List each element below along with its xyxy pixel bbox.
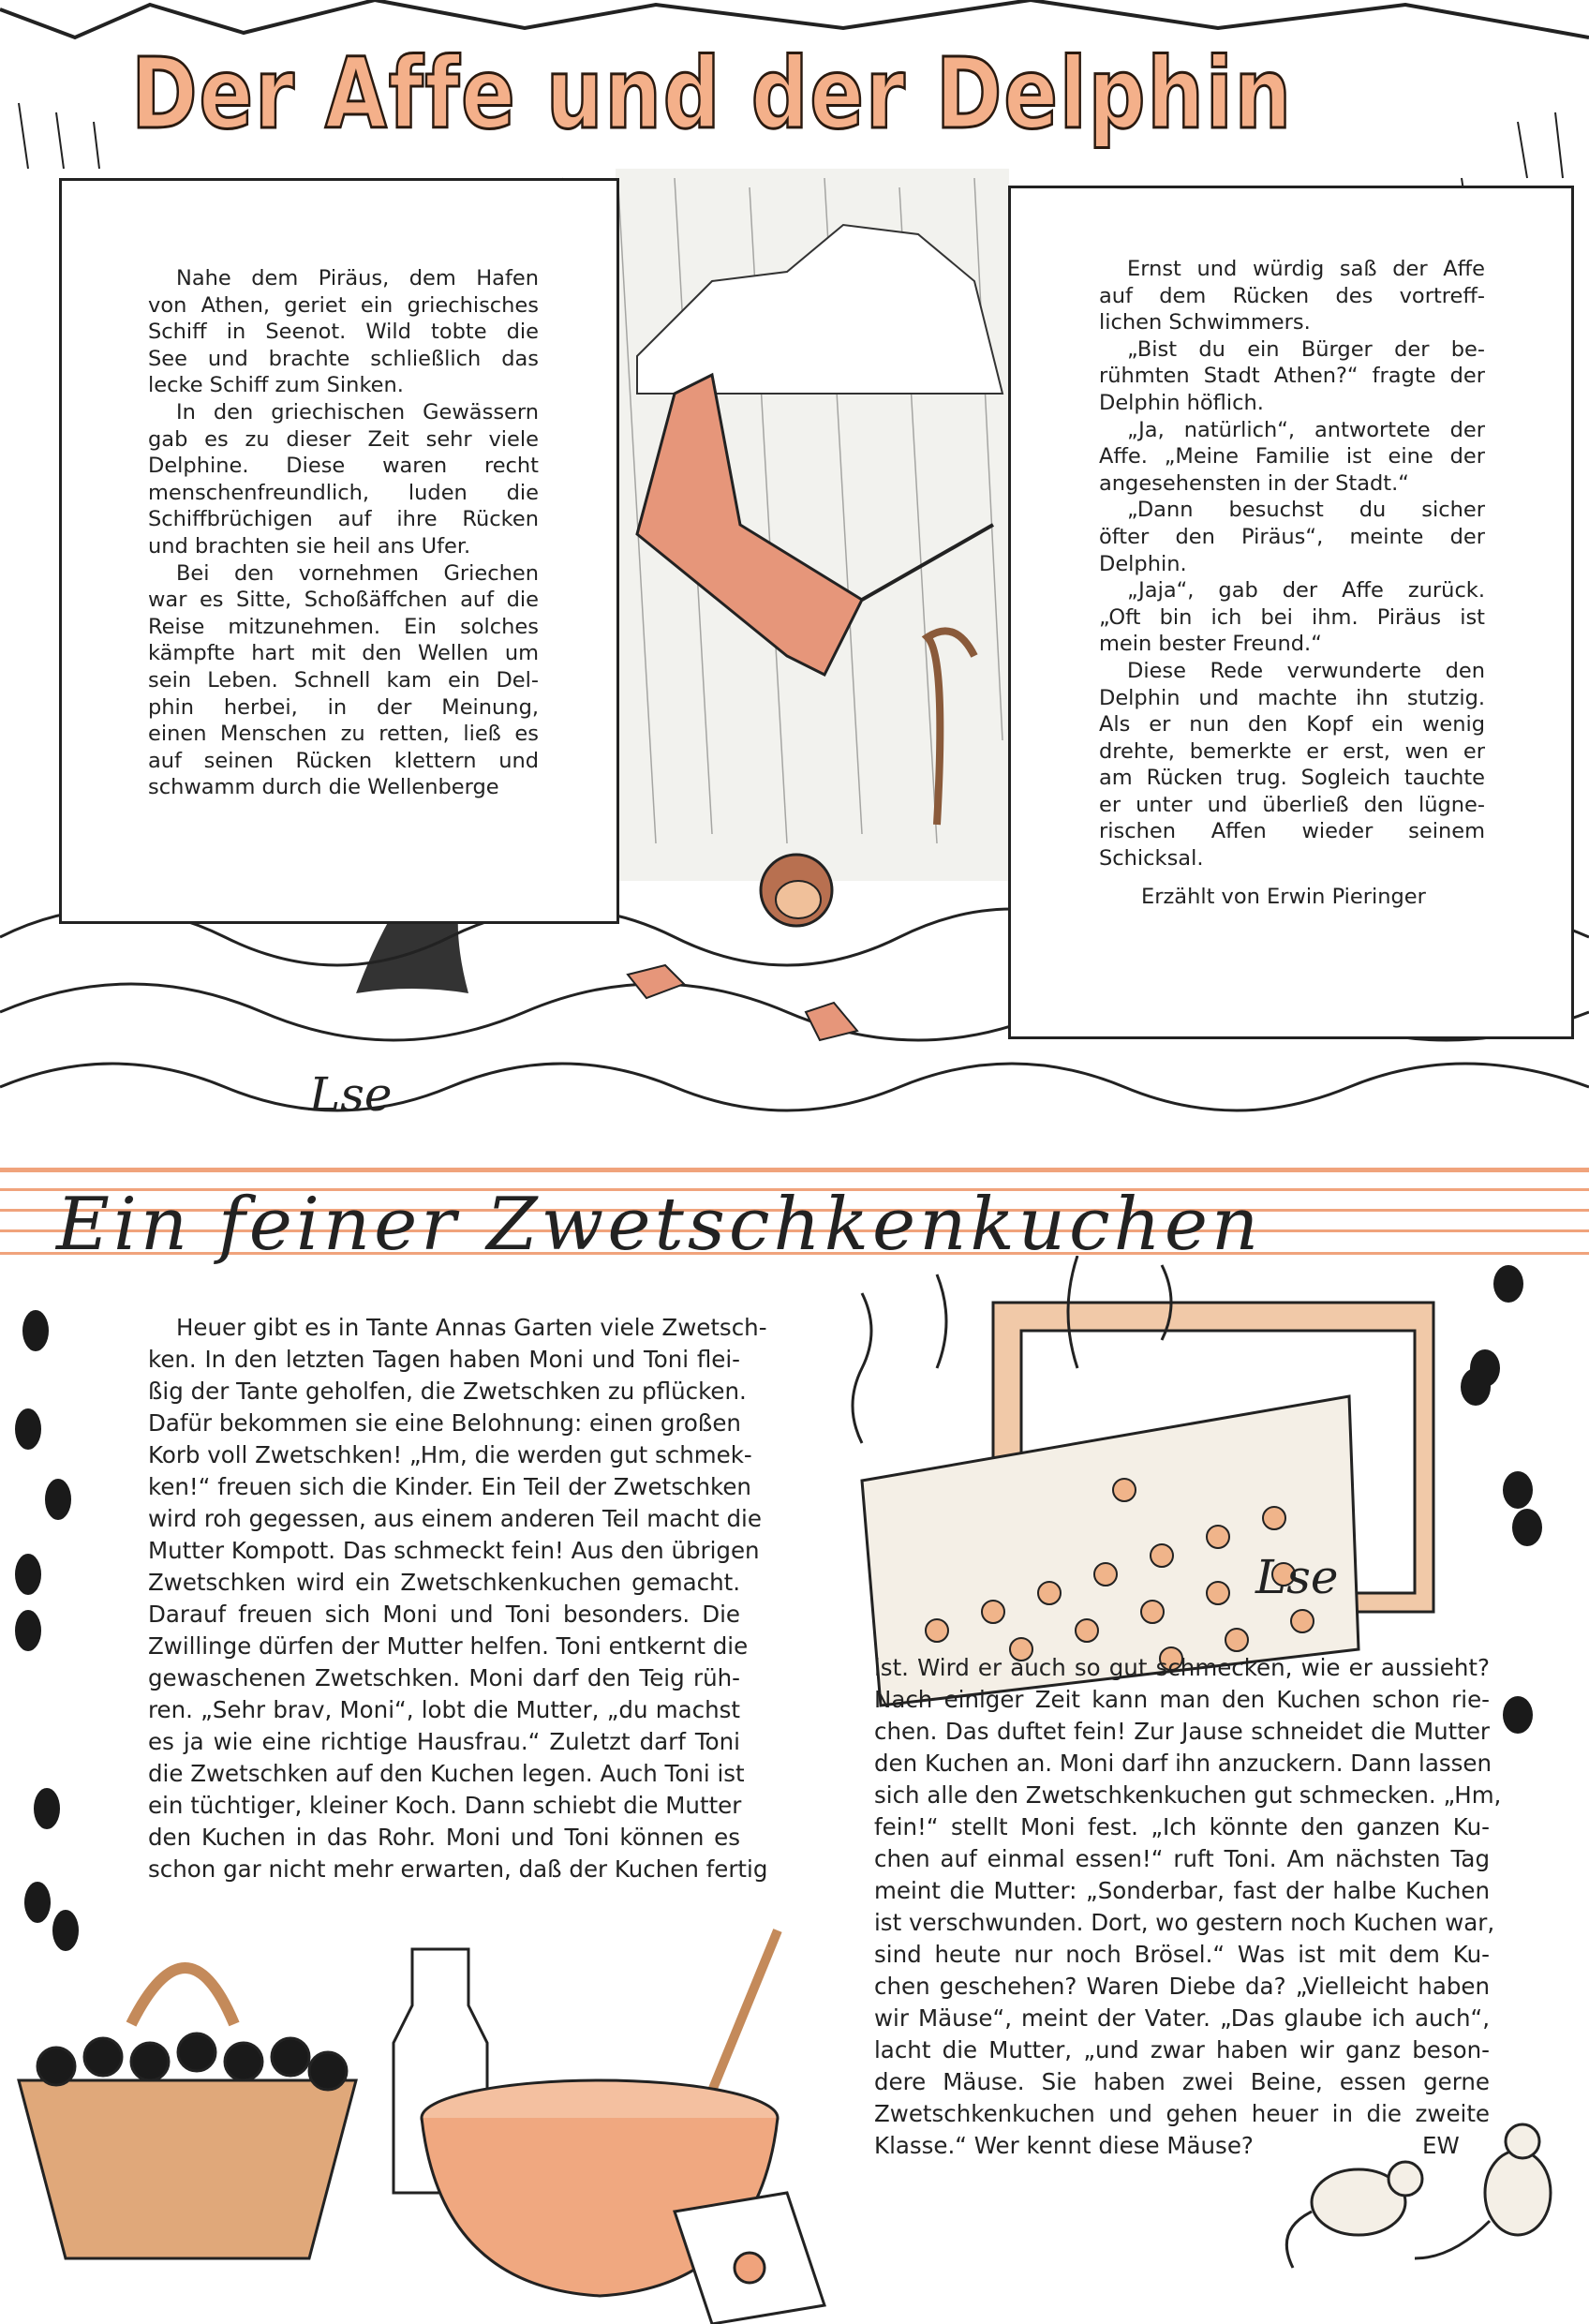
text-line: auf seinen Rücken klettern und — [148, 748, 539, 773]
text-line: chen geschehen? Waren Diebe da? „Vielleicht haben — [874, 1973, 1490, 2000]
text-line: „Jaja“, gab der Affe zurück. — [1127, 578, 1485, 603]
text-line: Delphin höflich. — [1099, 390, 1264, 415]
text-line: „Dann besuchst du sicher — [1127, 498, 1485, 523]
text-line: Zwetschken wird ein Zwetschkenkuchen gemacht. — [148, 1569, 740, 1596]
text-line: meint die Mutter: „Sonderbar, fast der halbe Kuchen — [874, 1877, 1490, 1904]
text-line: schwamm durch die Wellenberge — [148, 775, 499, 800]
story2-title: Ein feiner Zwetschkenkuchen — [56, 1183, 1263, 1267]
text-line: Zwetschkenkuchen und gehen heuer in die zweite — [874, 2100, 1490, 2127]
story1-left-column — [148, 265, 539, 801]
text-line: kämpfte hart mit den Wellen um — [148, 641, 539, 666]
artist-monogram: Lse — [309, 1067, 393, 1122]
text-line: es ja wie eine richtige Hausfrau.“ Zuletzt darf Toni — [148, 1728, 740, 1755]
story1-right-column — [1099, 256, 1485, 872]
plum-basket — [19, 1968, 356, 2258]
text-line: Bei den vornehmen Griechen — [176, 560, 539, 586]
text-line: Korb voll Zwetschken! „Hm, die werden gut schmek- — [148, 1441, 752, 1468]
text-line: mein bester Freund.“ — [1099, 632, 1322, 657]
text-line: fein!“ stellt Moni fest. „Ich könnte den ganzen Ku- — [874, 1813, 1490, 1840]
text-line: Heuer gibt es in Tante Annas Garten viele Zwetsch- — [176, 1314, 767, 1341]
text-line: angesehensten in der Stadt.“ — [1099, 470, 1409, 496]
text-line: dere Mäuse. Sie haben zwei Beine, essen gerne — [874, 2068, 1490, 2095]
divider-stripe — [0, 1168, 1589, 1172]
story2-left-column — [148, 1312, 768, 1885]
story2-signature: EW — [1422, 2132, 1460, 2159]
artist-monogram: Lse — [1255, 1550, 1339, 1604]
text-line: See und brachte schließlich das — [148, 346, 539, 371]
text-line: sind heute nur noch Brösel.“ Was ist mit dem Ku- — [874, 1941, 1490, 1968]
text-line: war es Sitte, Schoßäffchen auf die — [148, 588, 539, 613]
text-line: öfter den Piräus“, meinte der — [1099, 524, 1485, 549]
text-line: Nahe dem Piräus, dem Hafen — [176, 266, 539, 290]
text-line: den Kuchen an. Moni darf ihn anzuckern. Dann lassen — [874, 1750, 1492, 1777]
text-line: phin herbei, in der Meinung, — [148, 694, 539, 720]
monkey-face — [776, 881, 821, 918]
text-line: ein tüchtiger, kleiner Koch. Dann schiebt die Mutter — [148, 1792, 742, 1819]
story1-title: Der Affe und der Delphin — [131, 37, 1293, 151]
text-line: Ernst und würdig saß der Affe — [1127, 257, 1485, 281]
text-line: Reise mitzunehmen. Ein solches — [148, 614, 539, 639]
text-line: Schiffbrüchigen auf ihre Rücken — [148, 507, 539, 532]
text-line: chen auf einmal essen!“ ruft Toni. Am nächsten Tag — [874, 1845, 1490, 1872]
text-line: und brachten sie heil ans Ufer. — [148, 533, 471, 559]
text-line: In den griechischen Gewässern — [176, 399, 539, 425]
text-line: lecke Schiff zum Sinken. — [148, 373, 404, 398]
text-line: Diese Rede verwunderte den — [1127, 658, 1485, 683]
text-line: „Bist du ein Bürger der be- — [1127, 336, 1485, 362]
text-line: auf dem Rücken des vortreff- — [1099, 283, 1485, 308]
text-line: er unter und überließ den lügne- — [1099, 792, 1485, 817]
text-line: Delphin und machte ihn stutzig. — [1099, 685, 1485, 710]
text-line: ßig der Tante geholfen, die Zwetschken zu pflücken. — [148, 1378, 747, 1405]
text-line: „Ja, natürlich“, antwortete der — [1127, 417, 1485, 442]
story1-author: Erzählt von Erwin Pieringer — [1141, 885, 1426, 909]
text-line: ist verschwunden. Dort, wo gestern noch Kuchen war, — [874, 1909, 1495, 1936]
text-line: Dafür bekommen sie eine Belohnung: einen großen — [148, 1409, 741, 1437]
text-line: Mutter Kompott. Das schmeckt fein! Aus den übrigen — [148, 1537, 760, 1564]
text-line: Delphin. — [1099, 551, 1187, 576]
text-line: ken!“ freuen sich die Kinder. Ein Teil der Zwetschken — [148, 1473, 751, 1500]
text-line: drehte, bemerkte er erst, wen er — [1099, 738, 1485, 764]
text-line: Schiff in Seenot. Wild tobte die — [148, 320, 539, 345]
text-line: Klasse.“ Wer kennt diese Mäuse? — [874, 2132, 1254, 2159]
text-line: Nach einiger Zeit kann man den Kuchen schon rie- — [874, 1686, 1490, 1713]
text-line: am Rücken trug. Sogleich tauchte — [1099, 766, 1485, 791]
story2-right-column — [874, 1652, 1502, 2162]
text-line: rühmten Stadt Athen?“ fragte der — [1099, 364, 1485, 389]
text-line: Zwillinge dürfen der Mutter helfen. Toni entkernt die — [148, 1632, 749, 1660]
text-line: Als er nun den Kopf ein wenig — [1099, 712, 1485, 737]
text-line: Affe. „Meine Familie ist eine der — [1099, 444, 1485, 469]
text-line: menschenfreundlich, luden die — [148, 480, 539, 505]
text-line: den Kuchen in das Rohr. Moni und Toni können es — [148, 1824, 740, 1851]
text-line: wir Mäuse“, meint der Vater. „Das glaube ich auch“, — [874, 2004, 1490, 2032]
text-line: ist. Wird er auch so gut schmecken, wie er aussieht? — [874, 1654, 1490, 1681]
text-line: einen Menschen zu retten, ließ es — [148, 722, 539, 747]
text-line: gewaschenen Zwetschken. Moni darf den Teig rüh- — [148, 1664, 740, 1691]
text-line: Delphine. Diese waren recht — [148, 454, 539, 479]
text-line: schon gar nicht mehr erwarten, daß der Kuchen fertig — [148, 1855, 768, 1883]
text-line: chen. Das duftet fein! Zur Jause schneidet die Mutter — [874, 1718, 1490, 1745]
text-line: „Oft bin ich bei ihm. Piräus ist — [1099, 604, 1485, 630]
oven — [862, 1303, 1433, 1706]
text-line: von Athen, geriet ein griechisches — [148, 292, 539, 318]
text-line: lacht die Mutter, „und zwar haben wir ganz beson- — [874, 2036, 1490, 2063]
text-line: lichen Schwimmers. — [1099, 310, 1311, 335]
monkey-hand — [628, 965, 857, 1040]
text-line: sich alle den Zwetschkenkuchen gut schmecken. „Hm, — [874, 1781, 1502, 1809]
flour-bag — [675, 2193, 824, 2324]
text-line: wird roh gegessen, aus einem anderen Teil macht die — [148, 1505, 762, 1532]
text-line: die Zwetschken auf den Kuchen legen. Auch Toni ist — [148, 1760, 745, 1787]
text-line: ken. In den letzten Tagen haben Moni und Toni flei- — [148, 1346, 740, 1373]
text-line: gab es zu dieser Zeit sehr viele — [148, 426, 539, 452]
text-line: rischen Affen wieder seinem — [1099, 819, 1485, 844]
text-line: Darauf freuen sich Moni und Toni besonders. Die — [148, 1601, 740, 1628]
text-line: sein Leben. Schnell kam ein Del- — [148, 667, 539, 693]
text-line: Schicksal. — [1099, 846, 1204, 872]
text-line: ren. „Sehr brav, Moni“, lobt die Mutter, „du machst — [148, 1696, 740, 1723]
